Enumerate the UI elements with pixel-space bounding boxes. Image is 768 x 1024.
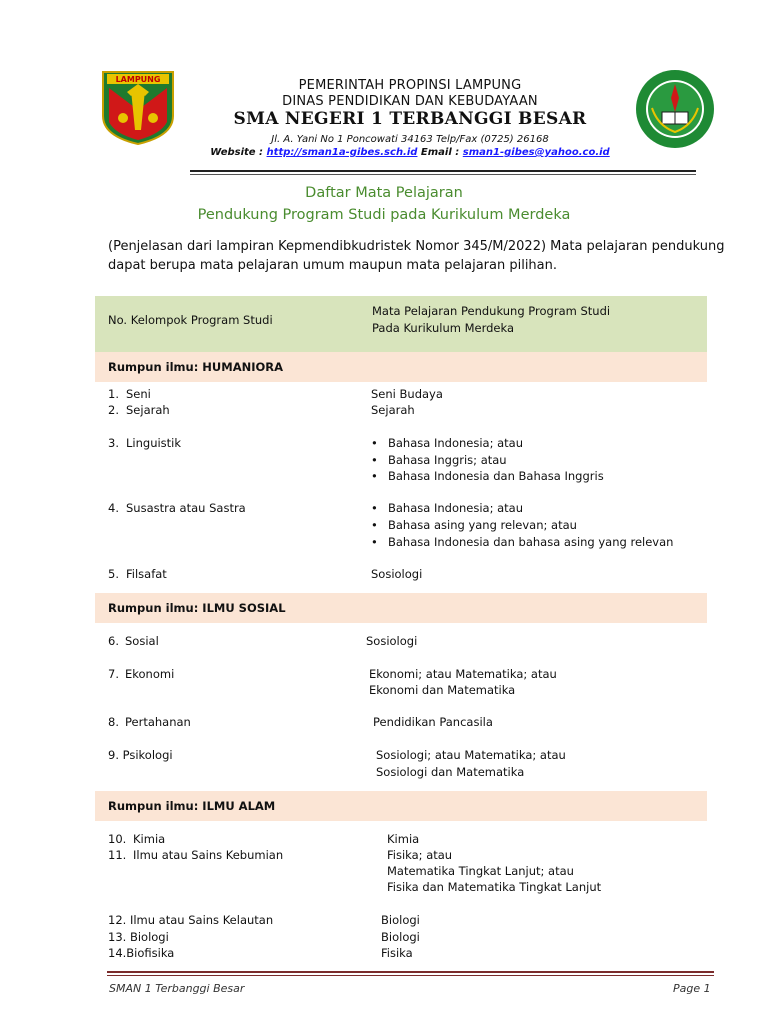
department-heading: DINAS PENDIDIKAN DAN KEBUDAYAAN <box>282 94 538 109</box>
footer-rule <box>107 971 714 973</box>
row-number: 2. <box>108 403 119 417</box>
group-row-ilmu-alam: Rumpun ilmu: ILMU ALAM <box>95 791 707 821</box>
program-name: 14.Biofisika <box>108 946 175 960</box>
subject: Matematika Tingkat Lanjut; atau <box>387 864 574 878</box>
subject: Sosiologi <box>366 634 418 648</box>
subject: Seni Budaya <box>371 387 443 401</box>
subject: Pendidikan Pancasila <box>373 715 493 729</box>
subject: Ekonomi dan Matematika <box>369 683 516 697</box>
email-label: Email : <box>417 147 463 158</box>
website-link[interactable]: http://sman1a-gibes.sch.id <box>266 147 418 158</box>
subject: Sosiologi <box>371 567 423 581</box>
subject: Fisika dan Matematika Tingkat Lanjut <box>387 880 602 894</box>
page-number: Page 1 <box>673 982 711 995</box>
subject: Sosiologi dan Matematika <box>376 765 525 779</box>
subject: Sejarah <box>371 403 415 417</box>
program-name: Linguistik <box>126 436 182 450</box>
group-row-ilmu-sosial: Rumpun ilmu: ILMU SOSIAL <box>95 593 707 623</box>
subject-bullet: • Bahasa Indonesia dan Bahasa Inggris <box>388 469 604 483</box>
program-name: Susastra atau Sastra <box>126 501 246 515</box>
program-name: Kimia <box>133 832 166 846</box>
program-name: Sejarah <box>126 403 170 417</box>
email-link[interactable]: sman1-gibes@yahoo.co.id <box>462 147 610 158</box>
subject: Ekonomi; atau Matematika; atau <box>369 667 557 681</box>
program-name: Sosial <box>125 634 159 648</box>
row-number: 5. <box>108 567 119 581</box>
row-number: 11. <box>108 848 127 862</box>
lampung-province-logo <box>101 70 175 146</box>
row-number: 7. <box>108 667 119 681</box>
row-number: 1. <box>108 387 119 401</box>
subject-bullet: • Bahasa Indonesia; atau <box>388 436 523 450</box>
row-number: 8. <box>108 715 119 729</box>
website-label: Website : <box>210 147 267 158</box>
header-rule <box>190 170 696 172</box>
footer-rule-thin <box>107 975 714 976</box>
school-address: Jl. A. Yani No 1 Poncowati 34163 Telp/Fax (0725) 26168 <box>271 134 549 145</box>
govt-heading: PEMERINTAH PROPINSI LAMPUNG <box>298 78 522 93</box>
program-name: Filsafat <box>126 567 167 581</box>
document-subtitle: Pendukung Program Studi pada Kurikulum Merdeka <box>197 207 571 223</box>
svg-text:LAMPUNG: LAMPUNG <box>115 75 161 84</box>
row-number: 3. <box>108 436 119 450</box>
row-number: 6. <box>108 634 119 648</box>
subject-bullet: • Bahasa Inggris; atau <box>388 453 507 467</box>
group-row-humaniora: Rumpun ilmu: HUMANIORA <box>95 352 707 382</box>
program-name: Ilmu atau Sains Kebumian <box>133 848 284 862</box>
subject: Kimia <box>387 832 420 846</box>
program-name: 13. Biologi <box>108 930 169 944</box>
program-name: 9. Psikologi <box>108 748 173 762</box>
subject: Sosiologi; atau Matematika; atau <box>376 748 566 762</box>
subject: Fisika <box>381 946 413 960</box>
subject-bullet: • Bahasa Indonesia dan bahasa asing yang relevan <box>388 535 673 549</box>
school-name: SMA NEGERI 1 TERBANGGI BESAR <box>233 109 587 129</box>
row-number: 4. <box>108 501 119 515</box>
table-header-col2: Mata Pelajaran Pendukung Program Studi Pada Kurikulum Merdeka <box>372 304 611 335</box>
subject: Fisika; atau <box>387 848 453 862</box>
header-rule-thin <box>190 174 696 175</box>
program-name: Seni <box>126 387 151 401</box>
intro-paragraph: (Penjelasan dari lampiran Kepmendibkudristek Nomor 345/M/2022) Mata pelajaran pendukung dapat berupa mata pelajaran umum maupun mata pelajaran pilihan. <box>108 239 725 273</box>
subject: Biologi <box>381 913 420 927</box>
subject-bullet: • Bahasa Indonesia; atau <box>388 501 523 515</box>
program-name: 12. Ilmu atau Sains Kelautan <box>108 913 274 927</box>
footer-school-name: SMAN 1 Terbanggi Besar <box>109 982 245 995</box>
subject-bullet: • Bahasa asing yang relevan; atau <box>388 518 577 532</box>
program-name: Ekonomi <box>125 667 175 681</box>
table-header-col1: No. Kelompok Program Studi <box>108 313 273 327</box>
row-number: 10. <box>108 832 127 846</box>
school-emblem-logo <box>634 68 716 150</box>
subject: Biologi <box>381 930 420 944</box>
document-title: Daftar Mata Pelajaran <box>305 185 463 201</box>
program-name: Pertahanan <box>125 715 191 729</box>
contact-line <box>200 147 620 158</box>
